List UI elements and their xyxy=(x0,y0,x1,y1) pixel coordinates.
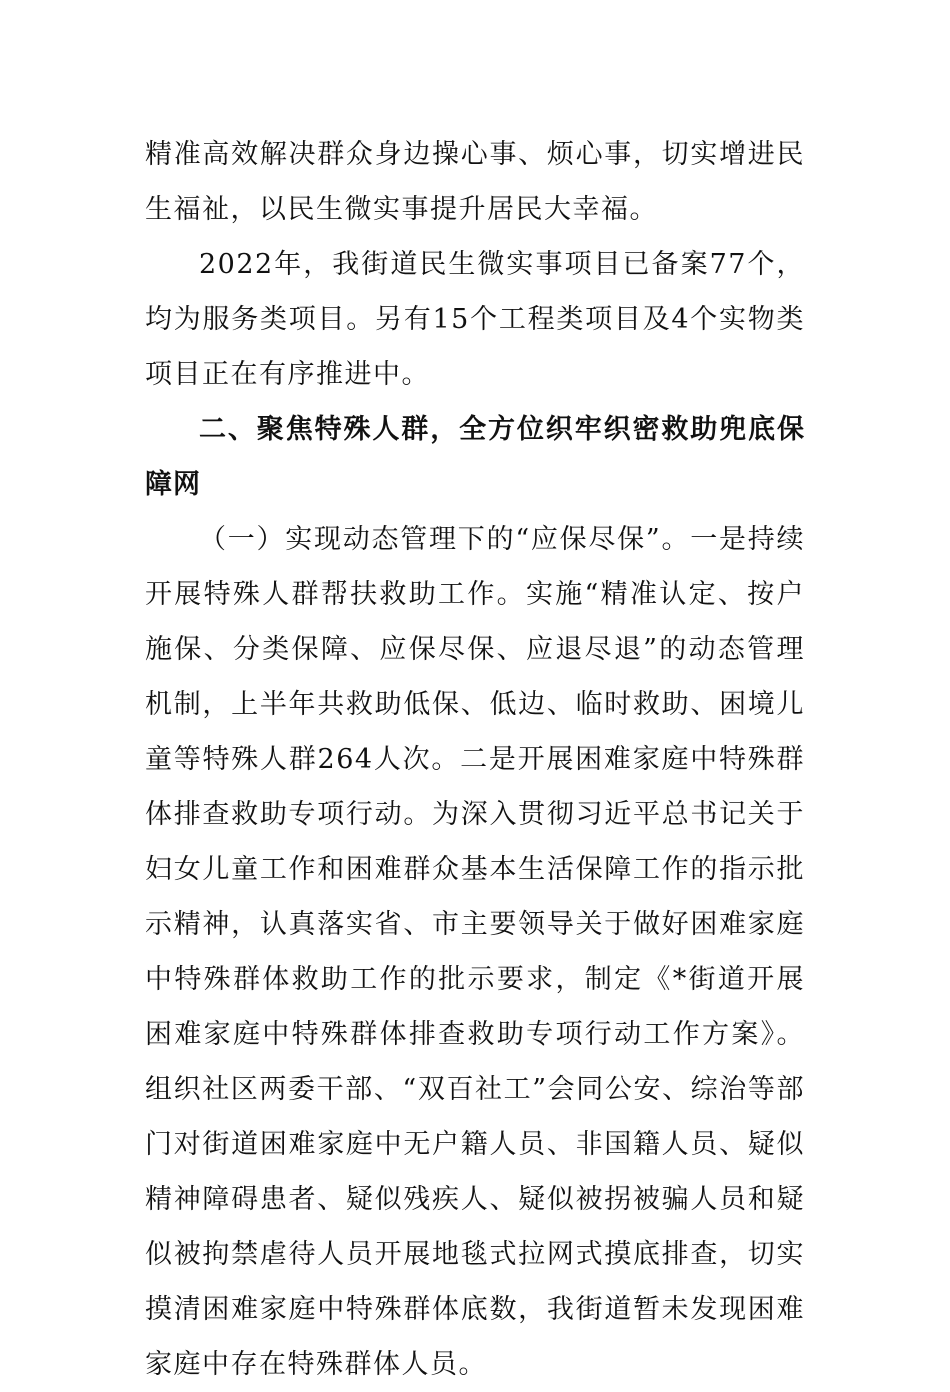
document-body xyxy=(145,127,805,1392)
section-heading: 二、聚焦特殊人群，全方位织牢织密救助兜底保障网 xyxy=(145,414,805,500)
paragraph-continuation: 精准高效解决群众身边操心事、烦心事，切实增进民生福祉，以民生微实事提升居民大幸福。 xyxy=(145,139,805,225)
paragraph-dynamic-management: （一）实现动态管理下的“应保尽保”。一是持续开展特殊人群帮扶救助工作。实施“精准认定、按户施保、分类保障、应保尽保、应退尽退”的动态管理机制，上半年共救助低保、低边、临时救助、困境儿童等特殊人群264人次。二是开展困难家庭中特殊群体排查救助专项行动。为深入贯彻习近平总书记关于妇女儿童工作和困难群众基本生活保障工作的指示批示精神，认真落实省、市主要领导关于做好困难家庭中特殊群体救助工作的批示要求，制定《*街道开展困难家庭中特殊群体排查救助专项行动工作方案》。组织社区两委干部、“双百社工”会同公安、综治等部门对街道困难家庭中无户籍人员、非国籍人员、疑似精神障碍患者、疑似残疾人、疑似被拐被骗人员和疑似被拘禁虐待人员开展地毯式拉网式摸底排查，切实摸清困难家庭中特殊群体底数，我街道暂未发现困难家庭中存在特殊群体人员。 xyxy=(145,524,805,1380)
paragraph-project-count: 2022年，我街道民生微实事项目已备案77个，均为服务类项目。另有15个工程类项目及4个实物类项目正在有序推进中。 xyxy=(145,249,805,390)
